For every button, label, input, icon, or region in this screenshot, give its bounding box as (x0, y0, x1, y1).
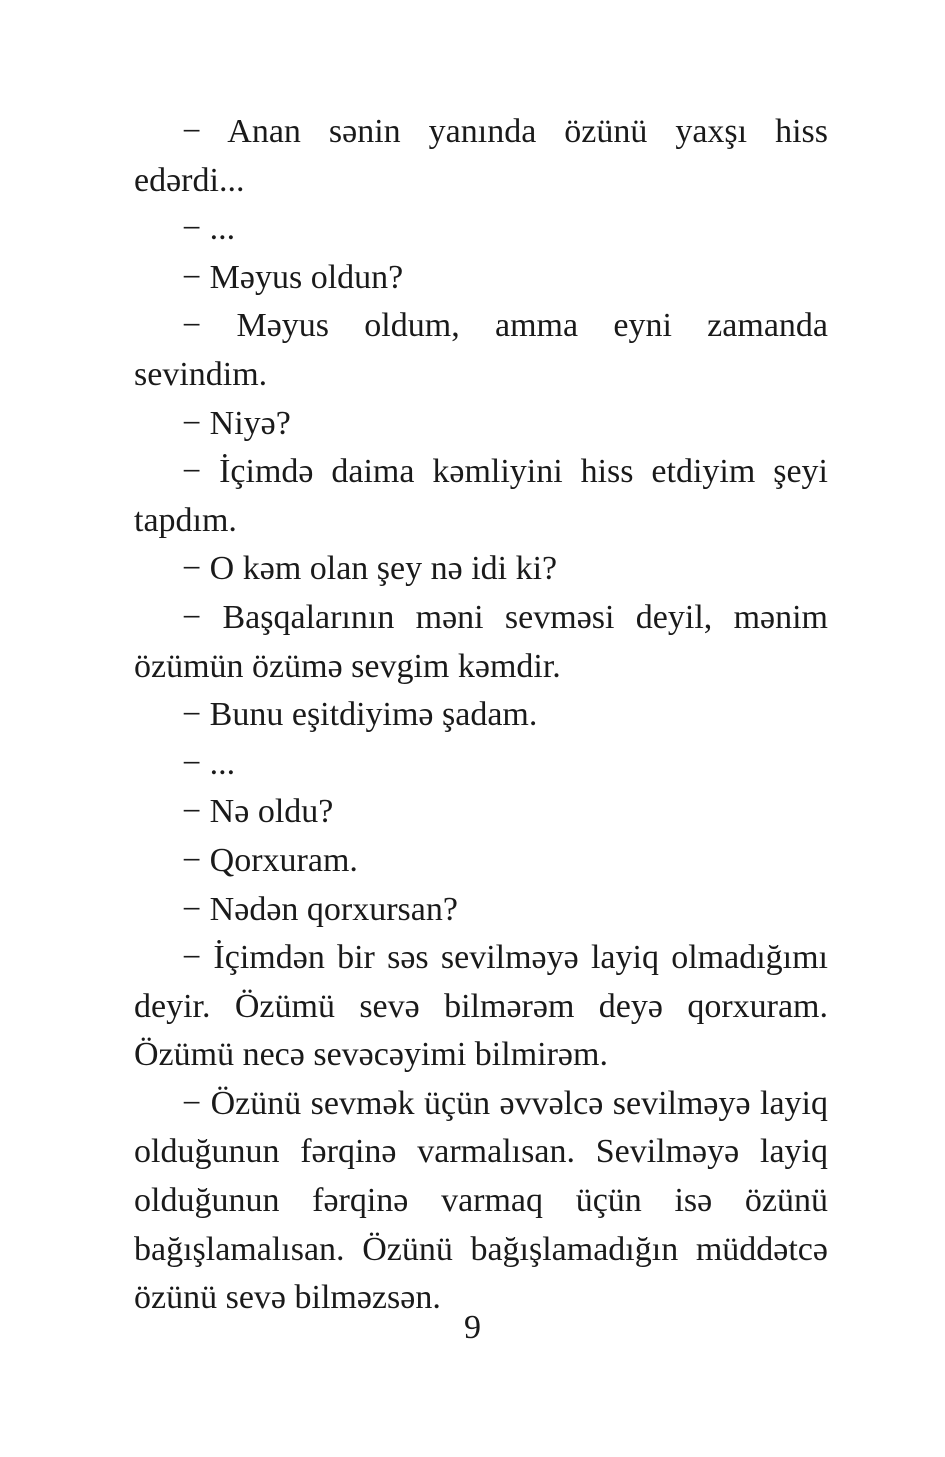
paragraph: − İçimdən bir səs sevilməyə layiq olmadığımı deyir. Özümü sevə bilmərəm deyə qorxuram. Özümü necə sevəcəyimi bilmirəm. (134, 939, 828, 1074)
paragraph: − İçimdə daima kəmliyini hiss etdiyim şeyi tapdım. (134, 453, 828, 539)
paragraph: − Başqalarının məni sevməsi deyil, mənim özümün özümə sevgim kəmdir. (134, 598, 828, 685)
paragraph: − ... (182, 210, 236, 248)
paragraph: − ... (182, 744, 236, 782)
paragraph: − Qorxuram. (182, 841, 358, 879)
paragraph: − O kəm olan şey nə idi ki? (182, 550, 558, 588)
paragraph: − Anan sənin yanında özünü yaxşı hiss edərdi... (134, 113, 828, 199)
page-number: 9 (464, 1309, 481, 1346)
paragraph: − Niyə? (182, 404, 291, 442)
paragraph: − Bunu eşitdiyimə şadam. (182, 696, 538, 734)
paragraph: − Nə oldu? (182, 793, 334, 831)
dialogue-text (134, 108, 828, 1323)
paragraph: − Məyus oldum, amma eyni zamanda sevindim. (134, 307, 828, 393)
paragraph: − Məyus oldun? (182, 258, 404, 296)
paragraph: − Özünü sevmək üçün əvvəlcə sevilməyə layiq olduğunun fərqinə varmalısan. Sevilməyə layiq olduğunun fərqinə varmaq üçün isə özünü bağışlamalısan. Özünü bağışlamadığın müddətcə özünü sevə bilməzsən. (134, 1084, 828, 1317)
paragraph: − Nədən qorxursan? (182, 890, 458, 928)
